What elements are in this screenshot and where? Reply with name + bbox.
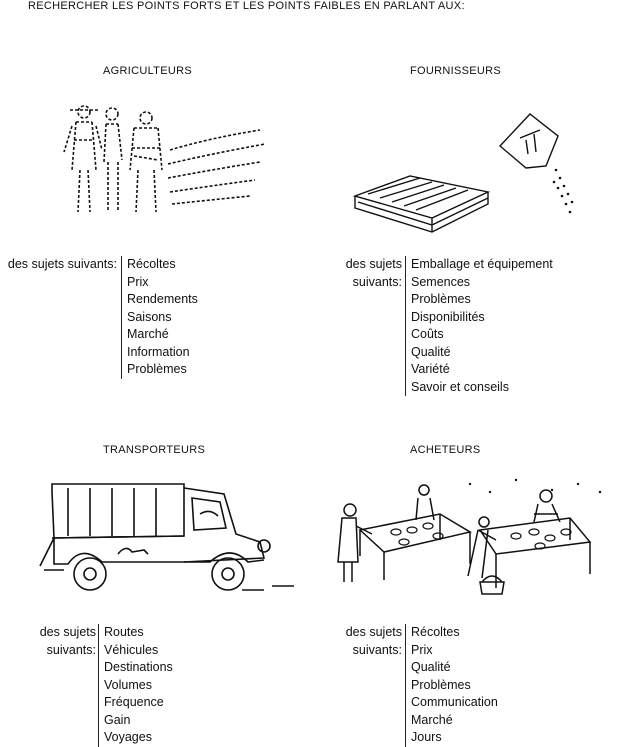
list-item: Récoltes: [127, 257, 176, 271]
acheteurs-label-line: suivants:: [352, 642, 402, 657]
acheteurs-label: [346, 624, 402, 659]
fournisseurs-label: [346, 256, 402, 291]
list-item: Emballage et équipement: [411, 257, 553, 271]
list-item: Volumes: [104, 677, 152, 692]
list-item: Qualité: [411, 660, 451, 674]
list-item: Gain: [104, 712, 131, 727]
fournisseurs-label-line: suivants:: [352, 274, 402, 289]
list-item: Marché: [127, 327, 169, 341]
market-illustration: [320, 470, 620, 602]
list-item: Voyages: [104, 730, 152, 744]
transporteurs-label-line: suivants:: [46, 642, 96, 657]
list-item: Fréquence: [104, 695, 164, 709]
acheteurs-topic-list: [405, 624, 498, 747]
list-item: Coûts: [411, 327, 444, 341]
list-item: Problèmes: [411, 292, 471, 306]
transporteurs-label-line: des sujets: [39, 625, 96, 639]
truck-illustration: [34, 474, 299, 594]
section-title-acheteurs: ACHETEURS: [410, 444, 481, 456]
list-item: Semences: [411, 274, 471, 289]
agriculteurs-topic-list: [121, 256, 198, 379]
page-header: RECHERCHER LES POINTS FORTS ET LES POINTS FAIBLES EN PARLANT AUX:: [28, 0, 465, 12]
list-item: Routes: [104, 625, 144, 639]
fournisseurs-topic-list: [405, 256, 553, 396]
list-item: Jours: [411, 730, 442, 744]
section-title-transporteurs: TRANSPORTEURS: [103, 444, 206, 456]
list-item: Destinations: [104, 660, 173, 674]
list-item: Marché: [411, 712, 453, 727]
list-item: Rendements: [127, 292, 198, 306]
section-title-fournisseurs: FOURNISSEURS: [410, 65, 501, 77]
section-title-agriculteurs: AGRICULTEURS: [103, 65, 192, 77]
list-item: Qualité: [411, 344, 451, 359]
list-item: Communication: [411, 695, 498, 709]
list-item: Prix: [411, 642, 433, 657]
list-item: Problèmes: [127, 362, 187, 376]
list-item: Savoir et conseils: [411, 379, 509, 394]
list-item: Problèmes: [411, 677, 471, 692]
farmers-illustration: [60, 100, 270, 220]
agriculteurs-label: des sujets suivants:: [7, 257, 117, 271]
list-item: Récoltes: [411, 625, 460, 639]
list-item: Information: [127, 344, 190, 359]
list-item: Prix: [127, 274, 149, 289]
list-item: Variété: [411, 362, 450, 376]
list-item: Saisons: [127, 309, 172, 324]
suppliers-illustration: [350, 108, 590, 238]
list-item: Véhicules: [104, 642, 159, 657]
transporteurs-topic-list: [98, 624, 173, 747]
acheteurs-label-line: des sujets: [345, 625, 402, 639]
fournisseurs-label-line: des sujets: [345, 257, 402, 271]
list-item: Disponibilités: [411, 309, 485, 324]
transporteurs-label: [40, 624, 96, 659]
